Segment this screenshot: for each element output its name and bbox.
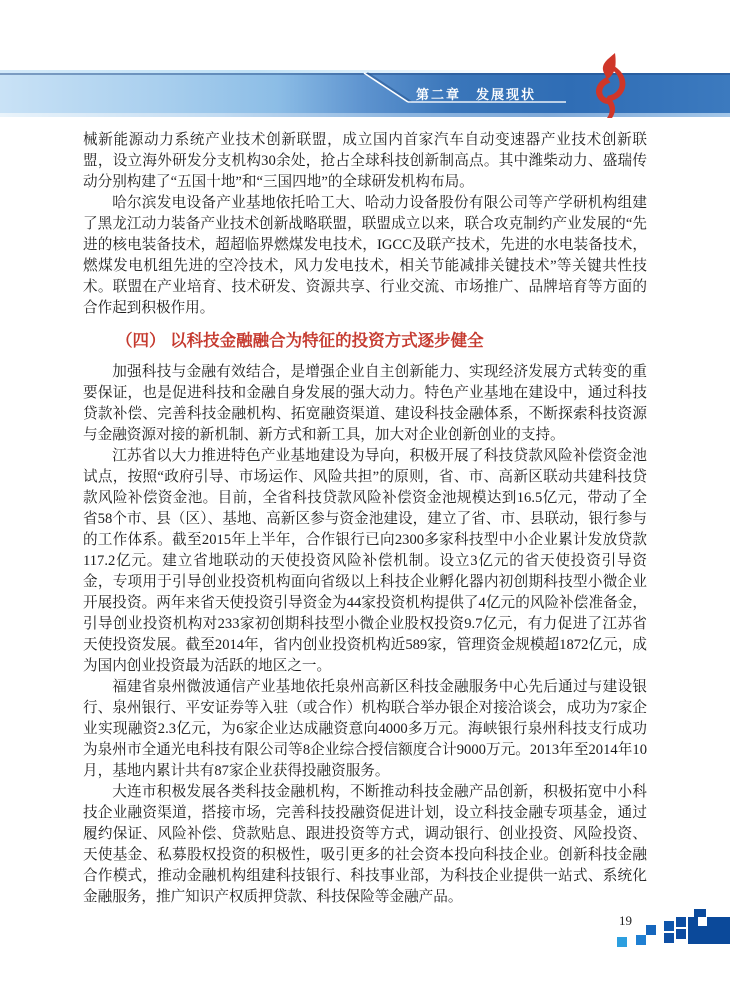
page-number: 19 [619,913,632,928]
mosaic-square [636,935,646,945]
paragraph-finance-intro: 加强科技与金融有效结合，是增强企业自主创新能力、实现经济发展方式转变的重要保证，也是促进科技和金融自身发展的强大动力。特色产业基地在建设中，通过科技贷款补偿、完善科技金融机构、拓宽融资渠道、建设科技金融体系，不断探索科技资源与金融资源对接的新机制、新方式和新工具，加大对企业创新创业的支持。 [83,364,647,443]
page-body-text [83,130,647,908]
notch-shadow-line [367,73,411,102]
mosaic-square [664,921,674,931]
paragraph-harbin: 哈尔滨发电设备产业基地依托哈工大、哈动力设备股份有限公司等产学研机构组建了黑龙江动力装备产业技术创新战略联盟，联盟成立以来，联合攻克制约产业发展的“先进的核电装备技术，超超临界燃煤发电技术，IGCC及联产技术，先进的水电装备技术，燃煤发电机组先进的空冷技术，风力发电技术，相关节能减排关键技术”等关键共性技术。联盟在产业培育、技术研发、资源共享、行业交流、市场推广、品牌培育等方面的合作起到积极作用。 [83,195,647,316]
mosaic-square [698,917,707,926]
mosaic-square [694,909,706,918]
mosaic-square [664,933,674,943]
mosaic-square [676,929,686,939]
mosaic-square [676,917,686,927]
paragraph-continuation: 械新能源动力系统产业技术创新联盟，成立国内首家汽车自动变速器产业技术创新联盟，设立海外研发分支机构30余处，抢占全球科技创新制高点。其中潍柴动力、盛瑞传动分别构建了“五国十地”和“三国四地”的全球研发机构布局。 [83,132,647,190]
mosaic-square [646,925,656,935]
mosaic-square [617,937,627,947]
paragraph-dalian: 大连市积极发展各类科技金融机构，不断推动科技金融产品创新，积极拓宽中小科技企业融资渠道，搭接市场，完善科技投融资促进计划，设立科技金融专项基金，通过履约保证、风险补偿、贷款贴息、跟进投资等方式，调动银行、创业投资、风险投资、天使基金、私募股权投资的积极性，吸引更多的社会资本投向科技企业。创新科技金融合作模式，推动金融机构组建科技银行、科技事业部，为科技企业提供一站式、系统化金融服务，推广知识产权质押贷款、科技保险等金融产品。 [83,784,647,905]
section-heading: （四） 以科技金融融合为特征的投资方式逐步健全 [116,332,484,350]
notch-diagonal-line [364,73,408,102]
paragraph-jiangsu: 江苏省以大力推进特色产业基地建设为导向，积极开展了科技贷款风险补偿资金池试点，按照“政府引导、市场运作、风险共担”的原则，省、市、高新区联动共建科技贷款风险补偿资金池。目前，全省科技贷款风险补偿资金池规模达到16.5亿元，带动了全省58个市、县（区）、基地、高新区参与资金池建设，建立了省、市、县联动，银行参与的工作体系。截至2015年上半年，合作银行已向2300多家科技型中小企业累计发放贷款117.2亿元。建立省地联动的天使投资风险补偿机制。设立3亿元的省天使投资引导资金，专项用于引导创业投资机构面向省级以上科技企业孵化器内初创期科技型小微企业开展投资。两年来省天使投资引导资金为44家投资机构提供了4亿元的风险补偿准备金，引导创业投资机构对233家初创期科技型小微企业股权投资9.7亿元，有力促进了江苏省天使投资发展。截至2014年，省内创业投资机构近589家，管理资金规模超1872亿元，成为国内创业投资最为活跃的地区之一。 [83,448,647,674]
paragraph-fujian-quanzhou: 福建省泉州微波通信产业基地依托泉州高新区科技金融服务中心先后通过与建设银行、泉州银行、平安证券等入驻（或合作）机构联合举办银企对接洽谈会，成功为7家企业实现融资2.3亿元，为6家企业达成融资意向4000多万元。海峡银行泉州科技支行成功为泉州市全通光电科技有限公司等8企业综合授信额度合计9000万元。2013年至2014年10月，基地内累计共有87家企业获得投融资服务。 [83,679,647,779]
chapter-title: 第二章 发展现状 [416,87,537,102]
mosaic-square [688,917,730,944]
torch-logo-icon [590,52,634,118]
